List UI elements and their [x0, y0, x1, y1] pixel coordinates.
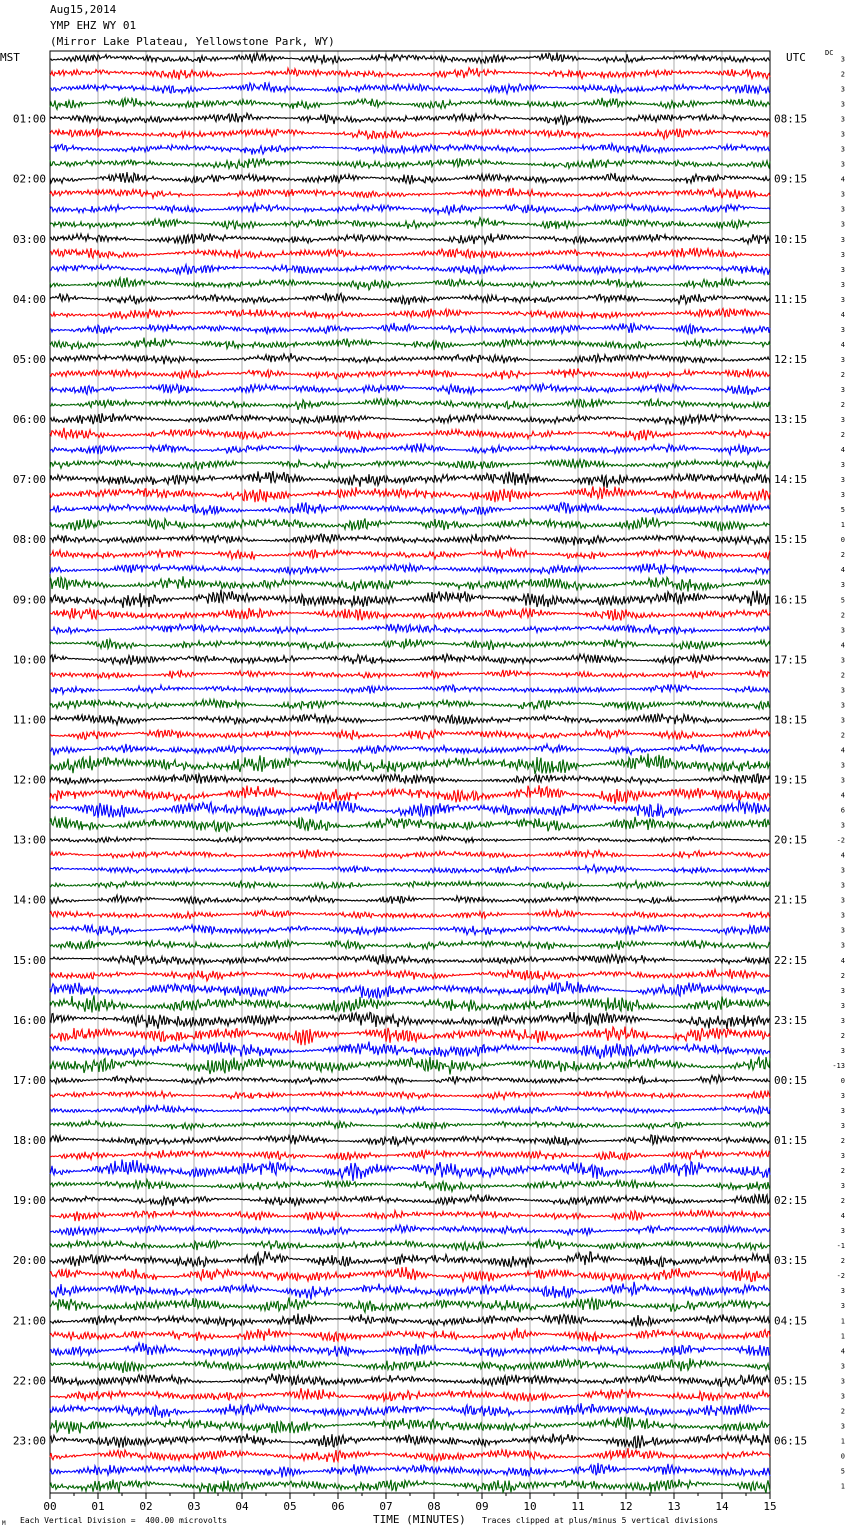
seismic-trace — [50, 113, 770, 125]
x-axis-title: TIME (MINUTES) — [373, 1513, 466, 1526]
seismic-trace — [50, 1448, 770, 1462]
dc-offset-label: 4 — [840, 791, 845, 800]
seismic-trace — [50, 399, 770, 410]
utc-hour-label: 16:15 — [774, 593, 808, 607]
dc-offset-label: 4 — [840, 956, 845, 965]
dc-offset-label: 2 — [840, 431, 845, 440]
dc-offset-label: 1 — [840, 1437, 845, 1446]
dc-offset-label: 3 — [840, 1016, 845, 1025]
mst-hour-label: 07:00 — [12, 473, 46, 487]
dc-offset-label: 3 — [840, 986, 845, 995]
seismic-trace — [50, 563, 770, 574]
dc-offset-label: 5 — [840, 596, 845, 605]
seismic-trace — [50, 549, 770, 560]
seismic-trace — [50, 293, 770, 305]
seismic-trace — [50, 384, 770, 395]
utc-hour-label: 12:15 — [774, 352, 808, 366]
seismic-trace — [50, 353, 770, 364]
dc-offset-label: 3 — [840, 761, 845, 770]
dc-offset-label: 3 — [840, 881, 845, 890]
mst-hour-label: 11:00 — [12, 713, 46, 727]
seismic-trace — [50, 995, 770, 1012]
mst-hour-label: 02:00 — [12, 172, 46, 186]
dc-offset-label: 2 — [840, 611, 845, 620]
dc-offset-label: 3 — [840, 626, 845, 635]
seismic-trace — [50, 98, 770, 110]
seismic-trace — [50, 1160, 770, 1182]
seismic-trace — [50, 1417, 770, 1434]
seismic-trace — [50, 172, 770, 184]
dc-offset-label: 5 — [840, 1467, 845, 1476]
dc-offset-label: 3 — [840, 1091, 845, 1100]
seismic-trace — [50, 865, 770, 874]
seismic-trace — [50, 1239, 770, 1250]
x-tick-label: 01 — [91, 1500, 105, 1513]
dc-offset-label: 3 — [840, 265, 845, 274]
seismic-trace — [50, 1027, 770, 1046]
dc-offset-label: 3 — [840, 1227, 845, 1236]
dc-offset-label: 3 — [840, 1362, 845, 1371]
seismic-trace — [50, 1105, 770, 1115]
dc-offset-label: 3 — [840, 55, 845, 64]
seismic-trace — [50, 188, 770, 199]
seismic-trace — [50, 1135, 770, 1146]
seismic-trace — [50, 1388, 770, 1402]
x-tick-label: 09 — [475, 1500, 489, 1513]
x-tick-label: 05 — [283, 1500, 297, 1513]
dc-offset-label: 3 — [840, 160, 845, 169]
dc-offset-label: 3 — [840, 355, 845, 364]
x-tick-label: 13 — [667, 1500, 681, 1513]
seismic-trace — [50, 774, 770, 784]
dc-offset-label: 3 — [840, 896, 845, 905]
dc-offset-label: 3 — [840, 220, 845, 229]
x-tick-label: 11 — [571, 1500, 585, 1513]
mst-hour-label: 21:00 — [12, 1314, 46, 1328]
dc-offset-label: 5 — [840, 506, 845, 515]
seismic-trace — [50, 1057, 770, 1075]
seismic-trace — [50, 413, 770, 424]
dc-offset-label: 2 — [840, 1167, 845, 1176]
dc-offset-label: 3 — [840, 686, 845, 695]
seismic-trace — [50, 1298, 770, 1313]
seismic-trace — [50, 1180, 770, 1192]
utc-hour-label: 22:15 — [774, 953, 808, 967]
seismic-trace — [50, 954, 770, 964]
mst-hour-label: 10:00 — [12, 653, 46, 667]
utc-hour-label: 05:15 — [774, 1374, 808, 1388]
seismic-trace — [50, 684, 770, 694]
seismic-trace — [50, 1463, 770, 1478]
dc-offset-label: 3 — [840, 1121, 845, 1130]
dc-offset-label: 3 — [840, 491, 845, 500]
dc-offset-label: 3 — [840, 130, 845, 139]
dc-offset-label: 3 — [840, 205, 845, 214]
seismic-trace — [50, 800, 770, 817]
seismic-trace — [50, 940, 770, 950]
dc-offset-label: 3 — [840, 926, 845, 935]
utc-hour-label: 08:15 — [774, 112, 808, 126]
seismic-trace — [50, 785, 770, 804]
dc-offset-label: 1 — [840, 521, 845, 530]
dc-offset-label: 3 — [840, 1001, 845, 1010]
dc-offset-label: 2 — [840, 1197, 845, 1206]
utc-hour-label: 21:15 — [774, 893, 808, 907]
seismic-trace — [50, 1251, 770, 1267]
dc-offset-label: 4 — [840, 566, 845, 575]
seismic-trace — [50, 444, 770, 455]
seismic-trace — [50, 969, 770, 981]
seismic-trace — [50, 925, 770, 936]
x-tick-label: 02 — [139, 1500, 153, 1513]
dc-offset-label: 4 — [840, 310, 845, 319]
dc-offset-label: -1 — [836, 1242, 845, 1251]
seismic-trace — [50, 881, 770, 889]
seismic-trace — [50, 1343, 770, 1357]
dc-offset-label: 3 — [840, 656, 845, 665]
dc-offset-label: 3 — [840, 1377, 845, 1386]
seismic-trace — [50, 714, 770, 725]
dc-offset-label: 3 — [840, 190, 845, 199]
dc-offset-label: -2 — [836, 1272, 845, 1281]
seismic-trace — [50, 309, 770, 319]
seismic-trace — [50, 1374, 770, 1387]
seismic-trace — [50, 323, 770, 334]
seismic-trace — [50, 1121, 770, 1130]
seismic-trace — [50, 265, 770, 275]
seismic-trace — [50, 1210, 770, 1221]
chart-date: Aug15,2014 — [50, 3, 117, 16]
dc-offset-label: 4 — [840, 746, 845, 755]
seismic-trace — [50, 1314, 770, 1327]
dc-offset-label: 4 — [840, 446, 845, 455]
x-tick-label: 03 — [187, 1500, 201, 1513]
seismic-trace — [50, 576, 770, 591]
seismic-trace — [50, 68, 770, 80]
mst-hour-label: 16:00 — [12, 1013, 46, 1027]
mst-hour-label: 12:00 — [12, 773, 46, 787]
dc-offset-label: 3 — [840, 1392, 845, 1401]
x-tick-label: 14 — [715, 1500, 729, 1513]
utc-hour-label: 01:15 — [774, 1134, 808, 1148]
seismic-trace — [50, 534, 770, 546]
seismic-trace — [50, 729, 770, 739]
dc-offset-label: 3 — [840, 821, 845, 830]
dc-offset-label: 3 — [840, 85, 845, 94]
dc-offset-label: 2 — [840, 1137, 845, 1146]
dc-offset-label: 0 — [840, 536, 845, 545]
dc-offset-label: 2 — [840, 1257, 845, 1266]
seismic-trace — [50, 502, 770, 515]
seismic-trace — [50, 654, 770, 665]
seismic-trace — [50, 1282, 770, 1300]
utc-hour-label: 17:15 — [774, 653, 808, 667]
utc-hour-label: 20:15 — [774, 833, 808, 847]
left-axis-title: MST — [0, 51, 20, 64]
dc-offset-label: 2 — [840, 731, 845, 740]
dc-offset-label: 2 — [840, 671, 845, 680]
mst-hour-label: 14:00 — [12, 893, 46, 907]
seismic-trace — [50, 1075, 770, 1085]
dc-offset-label: 3 — [840, 416, 845, 425]
seismic-trace — [50, 517, 770, 530]
utc-hour-label: 23:15 — [774, 1013, 808, 1027]
seismic-trace — [50, 910, 770, 919]
seismic-trace — [50, 234, 770, 245]
seismic-trace — [50, 218, 770, 230]
seismic-trace — [50, 849, 770, 858]
seismic-trace — [50, 754, 770, 774]
dc-offset-label: -13 — [832, 1061, 845, 1070]
seismic-trace — [50, 53, 770, 64]
dc-offset-label: 3 — [840, 325, 845, 334]
dc-offset-label: 4 — [840, 340, 845, 349]
seismic-trace — [50, 1479, 770, 1493]
mst-hour-label: 19:00 — [12, 1194, 46, 1208]
dc-offset-label: 2 — [840, 70, 845, 79]
seismic-trace — [50, 144, 770, 155]
scale-note: Each Vertical Division = 400.00 microvolts — [20, 1516, 228, 1525]
seismic-trace — [50, 1328, 770, 1342]
seismic-trace — [50, 158, 770, 168]
seismic-trace — [50, 1267, 770, 1282]
dc-offset-label: 3 — [840, 1152, 845, 1161]
seismic-trace — [50, 670, 770, 679]
seismic-trace — [50, 248, 770, 259]
seismic-trace — [50, 459, 770, 470]
x-tick-label: 15 — [763, 1500, 777, 1513]
utc-hour-label: 13:15 — [774, 413, 808, 427]
dc-offset-label: 3 — [840, 1422, 845, 1431]
seismic-trace — [50, 1434, 770, 1449]
right-axis-title: UTC — [786, 51, 806, 64]
dc-offset-label: 2 — [840, 400, 845, 409]
mst-hour-label: 08:00 — [12, 533, 46, 547]
mst-hour-label: 20:00 — [12, 1254, 46, 1268]
dc-offset-label: -2 — [836, 836, 845, 845]
dc-offset-label: 3 — [840, 145, 845, 154]
x-tick-label: 04 — [235, 1500, 249, 1513]
utc-hour-label: 15:15 — [774, 533, 808, 547]
seismic-trace — [50, 1012, 770, 1029]
dc-offset-label: 0 — [840, 1452, 845, 1461]
seismic-trace — [50, 1150, 770, 1160]
dc-offset-label: 3 — [840, 295, 845, 304]
utc-hour-label: 06:15 — [774, 1434, 808, 1448]
x-tick-label: 06 — [331, 1500, 345, 1513]
seismic-trace — [50, 590, 770, 608]
dc-offset-label: 3 — [840, 716, 845, 725]
chart-station: YMP EHZ WY 01 — [50, 19, 137, 32]
mst-hour-label: 23:00 — [12, 1434, 46, 1448]
dc-offset-label: 3 — [840, 1287, 845, 1296]
utc-hour-label: 10:15 — [774, 232, 808, 246]
seismic-trace — [50, 486, 770, 502]
dc-offset-label: 3 — [840, 250, 845, 259]
x-tick-label: 08 — [427, 1500, 441, 1513]
dc-offset-label: 2 — [840, 370, 845, 379]
dc-offset-label: 3 — [840, 1302, 845, 1311]
seismic-trace — [50, 338, 770, 351]
dc-axis-title: DC — [825, 49, 834, 57]
dc-offset-label: 3 — [840, 581, 845, 590]
utc-hour-label: 03:15 — [774, 1254, 808, 1268]
utc-hour-label: 00:15 — [774, 1073, 808, 1087]
dc-offset-label: 3 — [840, 235, 845, 244]
mst-hour-label: 09:00 — [12, 593, 46, 607]
utc-hour-label: 09:15 — [774, 172, 808, 186]
dc-offset-label: 4 — [840, 851, 845, 860]
dc-offset-label: 2 — [840, 971, 845, 980]
seismic-trace — [50, 817, 770, 832]
dc-offset-label: 3 — [840, 280, 845, 289]
mst-hour-label: 06:00 — [12, 413, 46, 427]
dc-offset-label: 0 — [840, 1076, 845, 1085]
seismic-trace — [50, 368, 770, 379]
mst-hour-label: 01:00 — [12, 112, 46, 126]
utc-hour-label: 04:15 — [774, 1314, 808, 1328]
seismic-trace — [50, 639, 770, 650]
seismic-trace — [50, 1091, 770, 1100]
dc-offset-label: 1 — [840, 1332, 845, 1341]
x-tick-label: 07 — [379, 1500, 393, 1513]
seismic-trace — [50, 981, 770, 998]
dc-offset-label: 3 — [840, 1046, 845, 1055]
dc-offset-label: 3 — [840, 476, 845, 485]
seismic-trace — [50, 278, 770, 290]
dc-offset-label: 2 — [840, 1407, 845, 1416]
seismic-trace — [50, 608, 770, 621]
dc-offset-label: 3 — [840, 100, 845, 109]
dc-offset-label: 3 — [840, 776, 845, 785]
seismic-trace — [50, 82, 770, 94]
x-tick-label: 12 — [619, 1500, 633, 1513]
chart-location: (Mirror Lake Plateau, Yellowstone Park, WY) — [50, 35, 335, 48]
x-tick-label: 00 — [43, 1500, 57, 1513]
seismic-trace — [50, 471, 770, 488]
dc-offset-label: 3 — [840, 911, 845, 920]
mst-hour-label: 03:00 — [12, 232, 46, 246]
mst-hour-label: 17:00 — [12, 1073, 46, 1087]
seismic-trace — [50, 1225, 770, 1236]
dc-offset-label: 1 — [840, 1482, 845, 1491]
dc-offset-label: 2 — [840, 551, 845, 560]
dc-offset-label: 4 — [840, 641, 845, 650]
seismic-trace — [50, 699, 770, 710]
dc-offset-label: 4 — [840, 175, 845, 184]
dc-offset-label: 4 — [840, 1347, 845, 1356]
seismic-trace — [50, 129, 770, 139]
mst-hour-label: 05:00 — [12, 352, 46, 366]
seismic-trace — [50, 624, 770, 635]
footer-mark: M — [2, 1520, 6, 1527]
dc-offset-label: 1 — [840, 1317, 845, 1326]
seismic-trace — [50, 204, 770, 215]
seismic-trace — [50, 428, 770, 441]
seismic-trace — [50, 1194, 770, 1206]
mst-hour-label: 04:00 — [12, 292, 46, 306]
dc-offset-label: 3 — [840, 866, 845, 875]
mst-hour-label: 13:00 — [12, 833, 46, 847]
seismic-trace — [50, 1042, 770, 1059]
x-tick-label: 10 — [523, 1500, 537, 1513]
mst-hour-label: 22:00 — [12, 1374, 46, 1388]
mst-hour-label: 15:00 — [12, 953, 46, 967]
dc-offset-label: 3 — [840, 701, 845, 710]
utc-hour-label: 11:15 — [774, 292, 808, 306]
utc-hour-label: 14:15 — [774, 473, 808, 487]
utc-hour-label: 19:15 — [774, 773, 808, 787]
dc-offset-label: 3 — [840, 461, 845, 470]
dc-offset-label: 3 — [840, 115, 845, 124]
dc-offset-label: 3 — [840, 1106, 845, 1115]
seismic-trace — [50, 1403, 770, 1418]
seismic-trace — [50, 744, 770, 756]
utc-hour-label: 02:15 — [774, 1194, 808, 1208]
dc-offset-label: 3 — [840, 1182, 845, 1191]
mst-hour-label: 18:00 — [12, 1134, 46, 1148]
dc-offset-label: 3 — [840, 385, 845, 394]
seismic-trace — [50, 836, 770, 843]
seismic-trace — [50, 895, 770, 904]
seismic-trace — [50, 1358, 770, 1373]
dc-offset-label: 6 — [840, 806, 845, 815]
dc-offset-label: 3 — [840, 941, 845, 950]
utc-hour-label: 18:15 — [774, 713, 808, 727]
clip-note: Traces clipped at plus/minus 5 vertical divisions — [482, 1516, 719, 1525]
dc-offset-label: 4 — [840, 1212, 845, 1221]
dc-offset-label: 2 — [840, 1031, 845, 1040]
